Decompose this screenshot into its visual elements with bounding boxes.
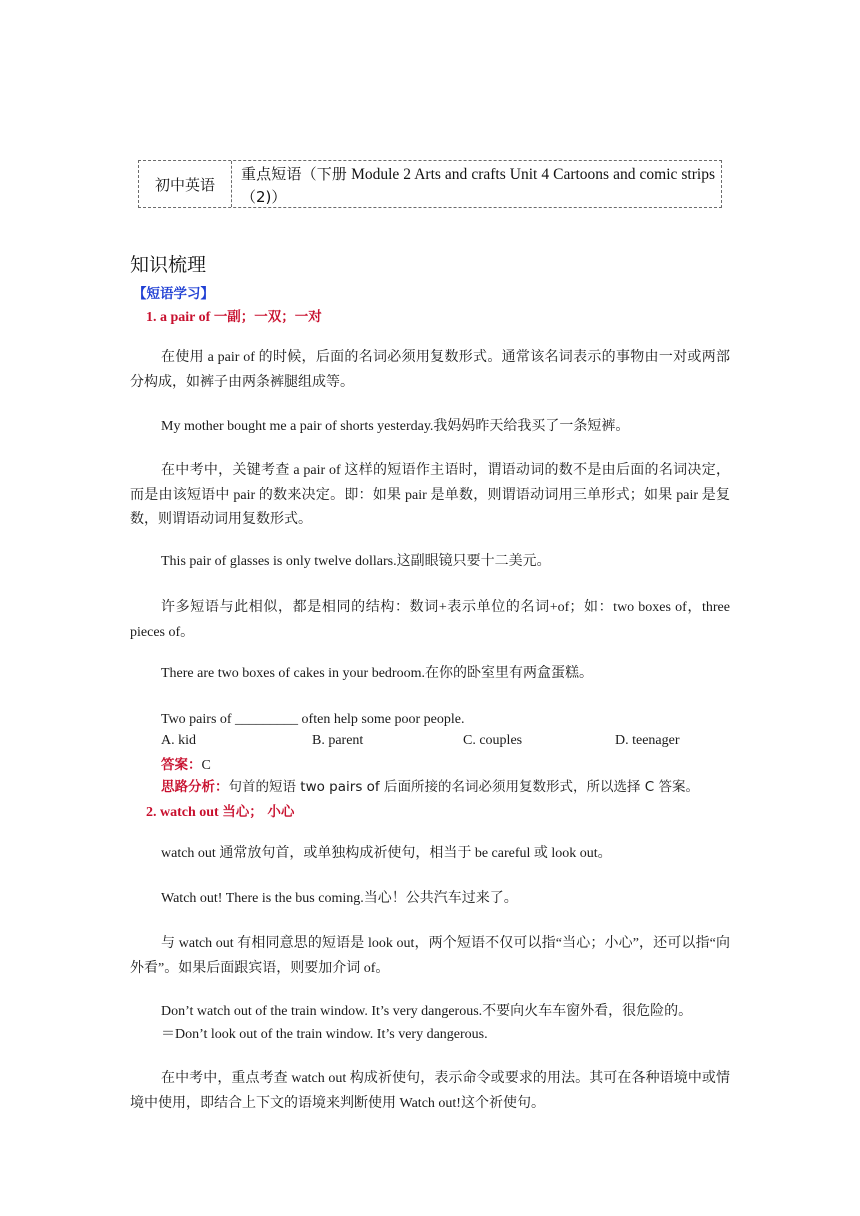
- phrase1-example2: This pair of glasses is only twelve dollars.这副眼镜只要十二美元。: [161, 554, 551, 569]
- phrase2-heading-en: 2. watch out: [146, 805, 219, 820]
- phrase2-para2: 与 watch out 有相同意思的短语是 look out，两个短语不仅可以指“当心；小心”，还可以指“向外看”。如果后面跟宾语，则要加介词 of。: [130, 936, 730, 976]
- title-zh-suffix: （2)）: [241, 188, 287, 206]
- title-en: Module 2 Arts and crafts Unit 4 Cartoons and comic strips: [351, 166, 715, 183]
- phrase1-para2: 在中考中，关键考查 a pair of 这样的短语作主语时，谓语动词的数不是由后面的名词决定，而是由该短语中 pair 的数来决定。即：如果 pair 是单数，则谓语动词用三单形式；如果 pair 是复数，则谓语动词用复数形式。: [130, 463, 730, 527]
- phrase2-para3: 在中考中，重点考查 watch out 构成祈使句，表示命令或要求的用法。其可在各种语境中或情境中使用，即结合上下文的语境来判断使用 Watch out!这个祈使句。: [130, 1071, 730, 1111]
- phrase1-heading: [146, 305, 322, 326]
- option-c: C. couples: [463, 733, 523, 748]
- subject-cell: 初中英语: [139, 161, 232, 207]
- phrase2-heading: [146, 800, 294, 821]
- phrase1-example3: There are two boxes of cakes in your bedroom.在你的卧室里有两盒蛋糕。: [161, 666, 593, 681]
- phrase2-example2b: ＝Don’t look out of the train window. It’s very dangerous.: [161, 1027, 488, 1042]
- phrase2-heading-zh: 当心； 小心: [222, 804, 295, 820]
- phrase1-heading-zh: 一副；一双；一对: [213, 309, 322, 325]
- answer-value: C: [201, 758, 211, 773]
- answer-label: 答案：: [161, 757, 202, 773]
- option-b: B. parent: [312, 733, 364, 748]
- phrase2-example1: Watch out! There is the bus coming.当心！公共汽车过来了。: [161, 891, 518, 906]
- answer-line: [161, 754, 211, 777]
- header-table: [138, 160, 722, 208]
- phrase1-heading-en: 1. a pair of: [146, 310, 211, 325]
- analysis-label: 思路分析：: [161, 779, 229, 795]
- phrase2-example2a: Don’t watch out of the train window. It’s very dangerous.不要向火车车窗外看，很危险的。: [161, 1004, 693, 1019]
- option-d: D. teenager: [615, 733, 680, 748]
- option-a: A. kid: [161, 733, 196, 748]
- analysis-line: [161, 776, 699, 799]
- title-zh-prefix: 重点短语（下册: [241, 165, 348, 183]
- question-text: Two pairs of _________ often help some poor people.: [161, 712, 465, 727]
- analysis-text: 句首的短语 two pairs of 后面所接的名词必须用复数形式，所以选择 C 答案。: [228, 779, 699, 795]
- phrase1-para1: 在使用 a pair of 的时候，后面的名词必须用复数形式。通常该名词表示的事物由一对或两部分构成，如裤子由两条裤腿组成等。: [130, 350, 730, 390]
- phrase1-example1: My mother bought me a pair of shorts yesterday.我妈妈昨天给我买了一条短裤。: [161, 419, 630, 434]
- phrase2-para1: watch out 通常放句首，或单独构成祈使句，相当于 be careful 或 look out。: [161, 846, 612, 861]
- title-cell: [232, 161, 721, 207]
- section-title: 知识梳理: [130, 254, 207, 276]
- phrase1-para3: 许多短语与此相似，都是相同的结构：数词+表示单位的名词+of；如：two boxes of，three pieces of。: [130, 600, 730, 640]
- section-label: 【短语学习】: [133, 286, 214, 302]
